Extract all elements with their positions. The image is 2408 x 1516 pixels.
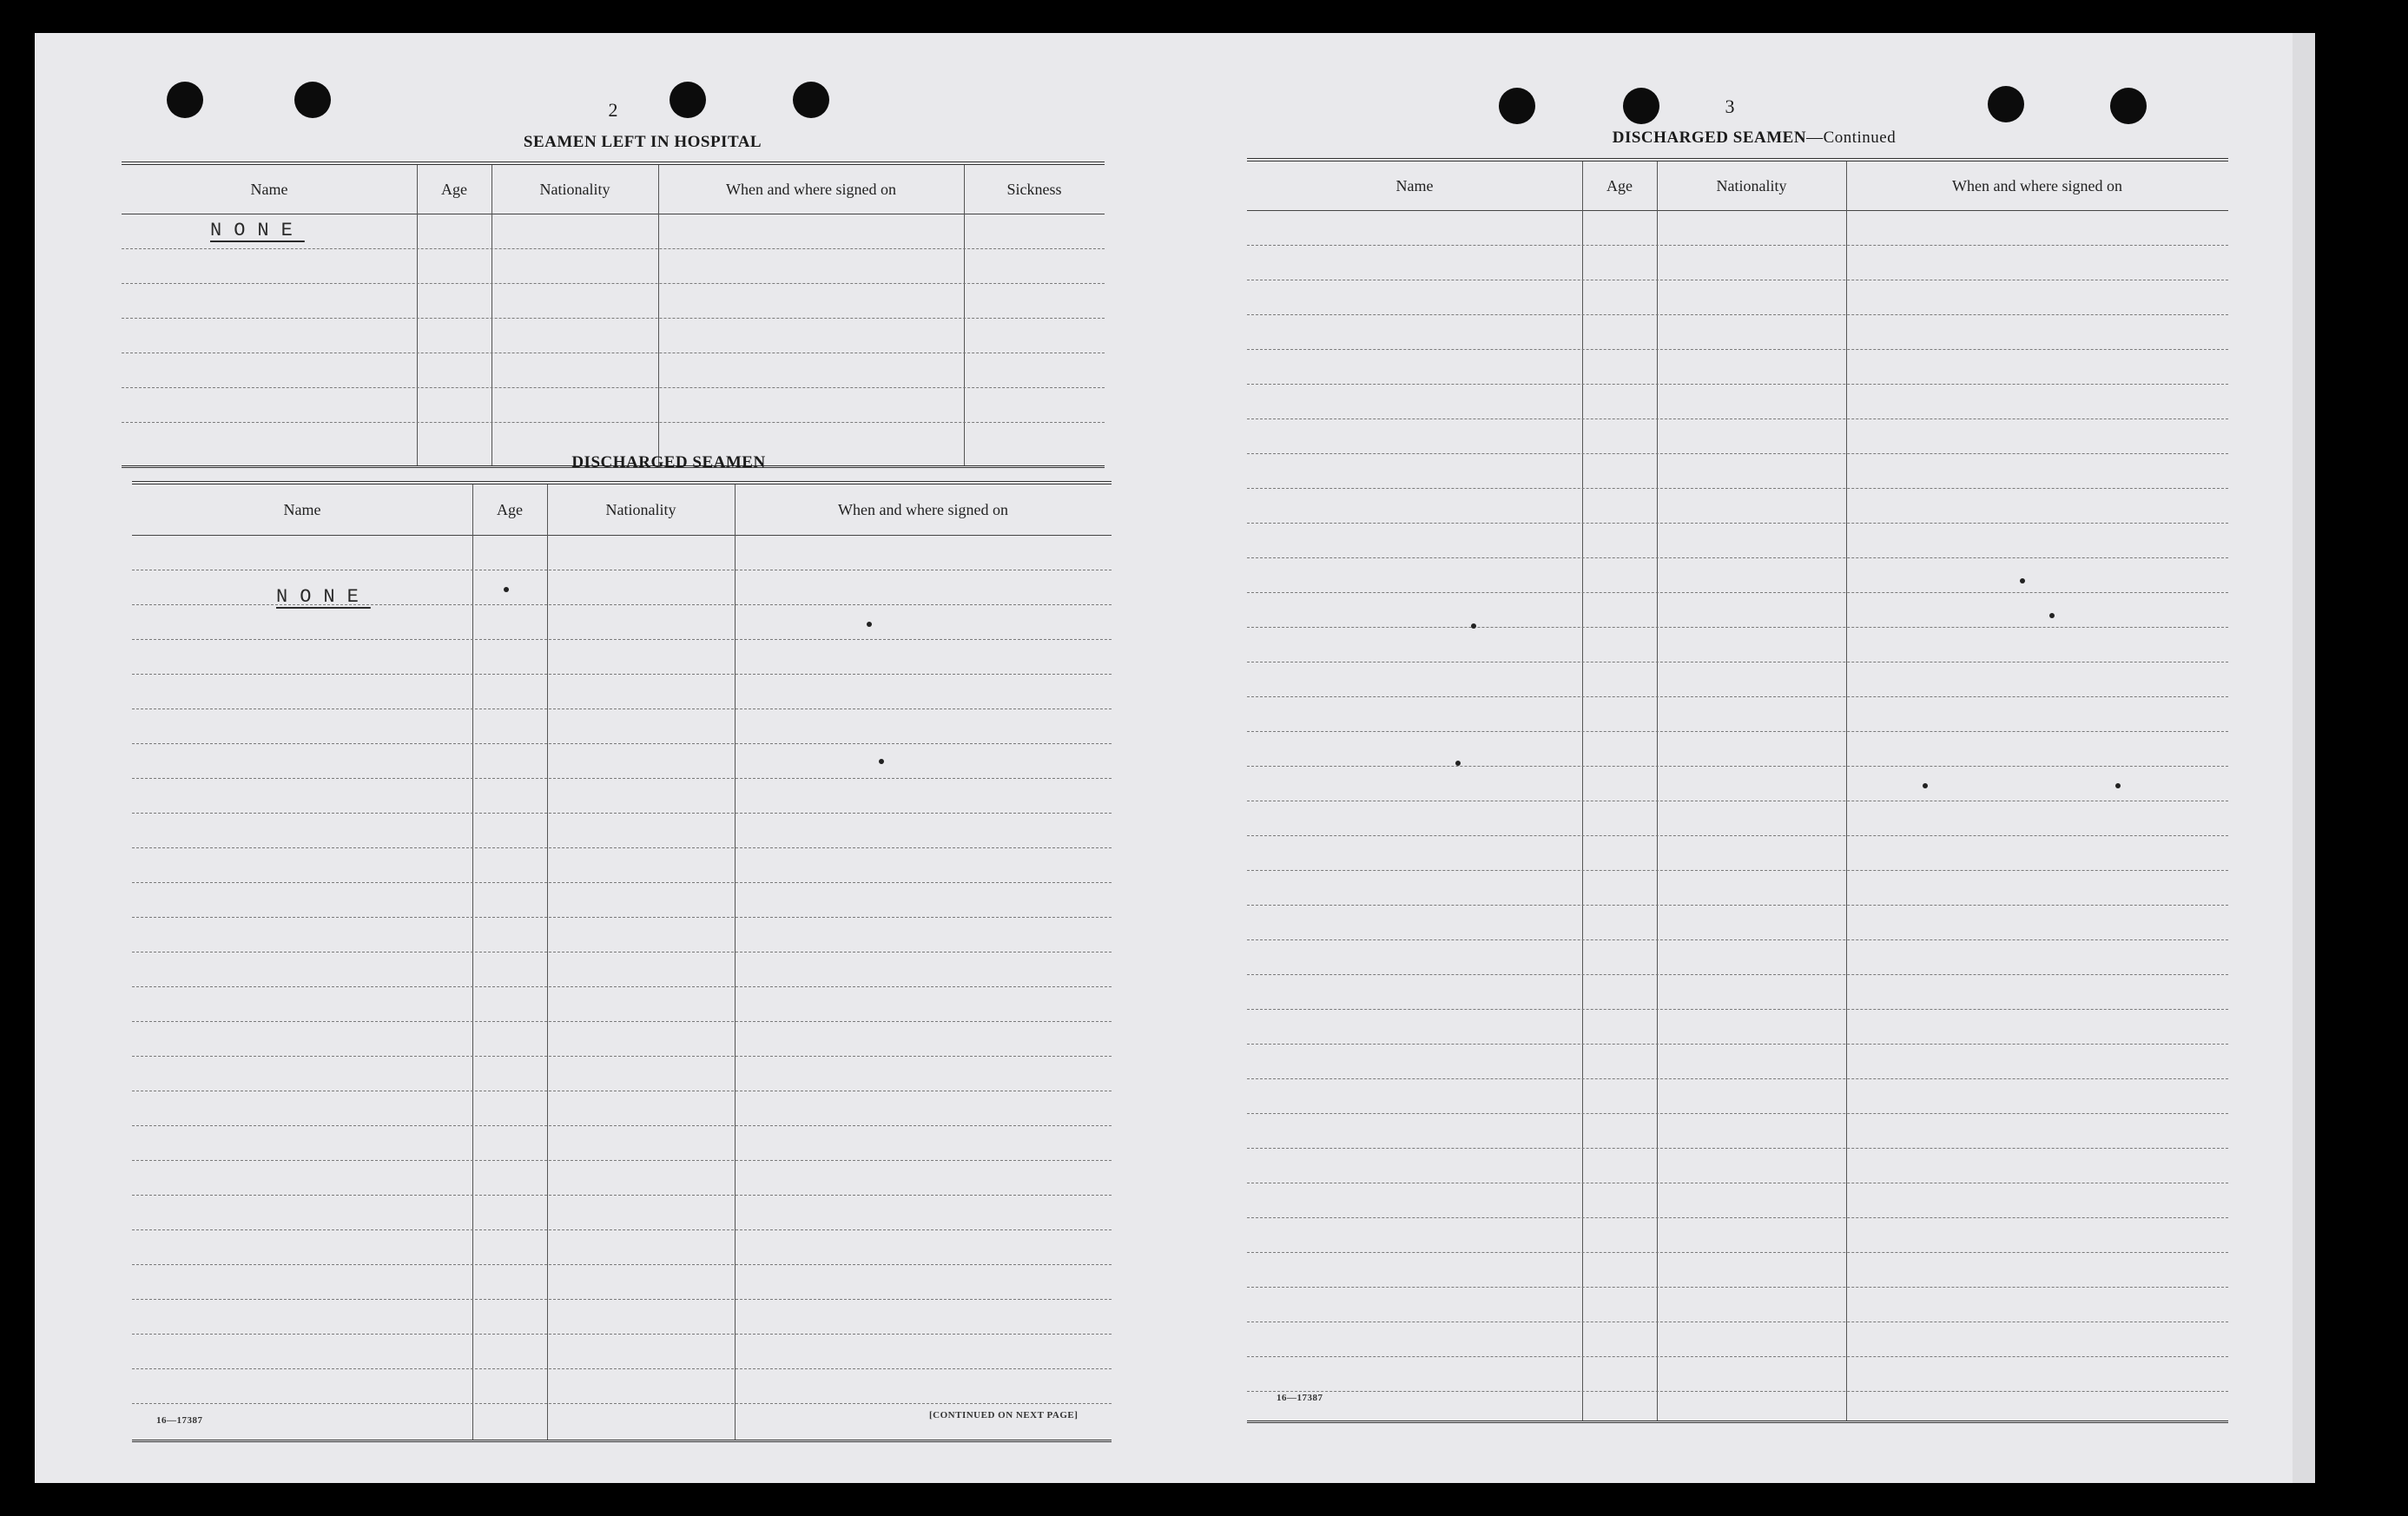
col-header-signed-on: When and where signed on [838, 500, 1008, 518]
row-rule [1247, 1217, 2228, 1218]
punch-hole [670, 82, 706, 118]
row-rule [132, 1229, 1112, 1230]
row-rule [132, 813, 1112, 814]
row-rule [132, 1125, 1112, 1126]
column-divider [964, 165, 965, 465]
row-rule [132, 847, 1112, 848]
scan-speck [2020, 578, 2025, 583]
left-form-number: 16—17387 [156, 1415, 203, 1426]
discharged-table-right [1247, 158, 2228, 1423]
column-divider [1657, 161, 1658, 1420]
col-header-nationality: Nationality [605, 500, 676, 518]
punch-hole [294, 82, 331, 118]
col-header-name: Name [250, 180, 288, 198]
hospital-table [122, 161, 1105, 468]
punch-hole [1499, 88, 1535, 124]
row-rule [132, 986, 1112, 987]
row-rule [132, 1299, 1112, 1300]
right-section-title [1494, 129, 2015, 148]
row-rule [1247, 766, 2228, 767]
row-rule [1247, 1356, 2228, 1357]
row-rule [1247, 245, 2228, 246]
hospital-section-title: SEAMEN LEFT IN HOSPITAL [523, 133, 762, 151]
document-sheet [35, 33, 2293, 1483]
row-rule [122, 387, 1105, 388]
row-rule [1247, 592, 2228, 593]
row-rule [132, 1403, 1112, 1404]
column-divider [472, 484, 473, 1440]
row-rule [1247, 349, 2228, 350]
column-divider [658, 165, 659, 465]
row-rule [1247, 1044, 2228, 1045]
scan-speck [2115, 783, 2121, 788]
scan-speck [879, 759, 884, 764]
punch-hole [1623, 88, 1659, 124]
row-rule [1247, 974, 2228, 975]
row-rule [1247, 870, 2228, 871]
row-rule [1247, 1287, 2228, 1288]
scan-speck [1471, 623, 1476, 629]
row-rule [132, 1195, 1112, 1196]
scan-speck [1923, 783, 1928, 788]
column-divider [1846, 161, 1847, 1420]
column-divider [417, 165, 418, 465]
row-rule [132, 1056, 1112, 1057]
punch-hole [2110, 88, 2147, 124]
row-rule [1247, 627, 2228, 628]
row-rule [132, 882, 1112, 883]
row-rule [122, 248, 1105, 249]
punch-hole [793, 82, 829, 118]
column-divider [735, 484, 736, 1440]
col-header-signed-on: When and where signed on [726, 180, 896, 198]
right-page-number: 3 [1725, 96, 1735, 117]
col-header-name: Name [1395, 176, 1434, 194]
row-rule [132, 1334, 1112, 1335]
row-rule [1247, 1078, 2228, 1079]
row-rule [1247, 1113, 2228, 1114]
row-rule [132, 639, 1112, 640]
column-divider [547, 484, 548, 1440]
row-rule [132, 743, 1112, 744]
row-rule [132, 917, 1112, 918]
row-rule [132, 1264, 1112, 1265]
scan-speck [504, 587, 509, 592]
row-rule [122, 422, 1105, 423]
scan-speck [867, 622, 872, 627]
row-rule [1247, 384, 2228, 385]
row-rule [1247, 1252, 2228, 1253]
col-header-nationality: Nationality [539, 180, 610, 198]
col-header-name: Name [283, 500, 321, 518]
right-form-number: 16—17387 [1277, 1393, 1323, 1403]
col-header-nationality: Nationality [1716, 176, 1787, 194]
row-rule [132, 1160, 1112, 1161]
col-header-sickness: Sickness [1006, 180, 1062, 198]
left-page-number: 2 [608, 99, 618, 121]
scan-speck [1455, 761, 1461, 766]
right-section-title-suffix: —Continued [1806, 129, 1897, 147]
scan-speck [2049, 613, 2055, 618]
row-rule [1247, 314, 2228, 315]
punch-hole [167, 82, 203, 118]
col-header-signed-on: When and where signed on [1952, 176, 2122, 194]
row-rule [1247, 696, 2228, 697]
row-rule [1247, 939, 2228, 940]
row-rule [132, 674, 1112, 675]
hospital-table-header [122, 165, 1105, 214]
hospital-entry-none: NONE [210, 220, 305, 241]
row-rule [132, 1368, 1112, 1369]
row-rule [1247, 523, 2228, 524]
row-rule [1247, 1148, 2228, 1149]
discharged-table-left [132, 481, 1112, 1442]
col-header-age: Age [1606, 176, 1633, 194]
row-rule [1247, 731, 2228, 732]
row-rule [1247, 1009, 2228, 1010]
col-header-age: Age [497, 500, 523, 518]
discharged-table-right-header [1247, 161, 2228, 211]
row-rule [1247, 905, 2228, 906]
discharged-section-title: DISCHARGED SEAMEN [571, 453, 766, 471]
row-rule [1247, 453, 2228, 454]
discharged-table-header [132, 484, 1112, 536]
column-divider [1582, 161, 1583, 1420]
row-rule [132, 1021, 1112, 1022]
column-divider [491, 165, 492, 465]
continued-note: [CONTINUED ON NEXT PAGE] [929, 1410, 1079, 1420]
col-header-age: Age [441, 180, 467, 198]
right-section-title-bold: DISCHARGED SEAMEN [1612, 129, 1807, 147]
row-rule [132, 778, 1112, 779]
row-rule [122, 318, 1105, 319]
punch-hole [1988, 86, 2024, 122]
row-rule [1247, 835, 2228, 836]
discharged-entry-none: NONE [276, 586, 371, 608]
row-rule [1247, 488, 2228, 489]
row-rule [1247, 557, 2228, 558]
row-rule [1247, 1391, 2228, 1392]
row-rule [122, 283, 1105, 284]
